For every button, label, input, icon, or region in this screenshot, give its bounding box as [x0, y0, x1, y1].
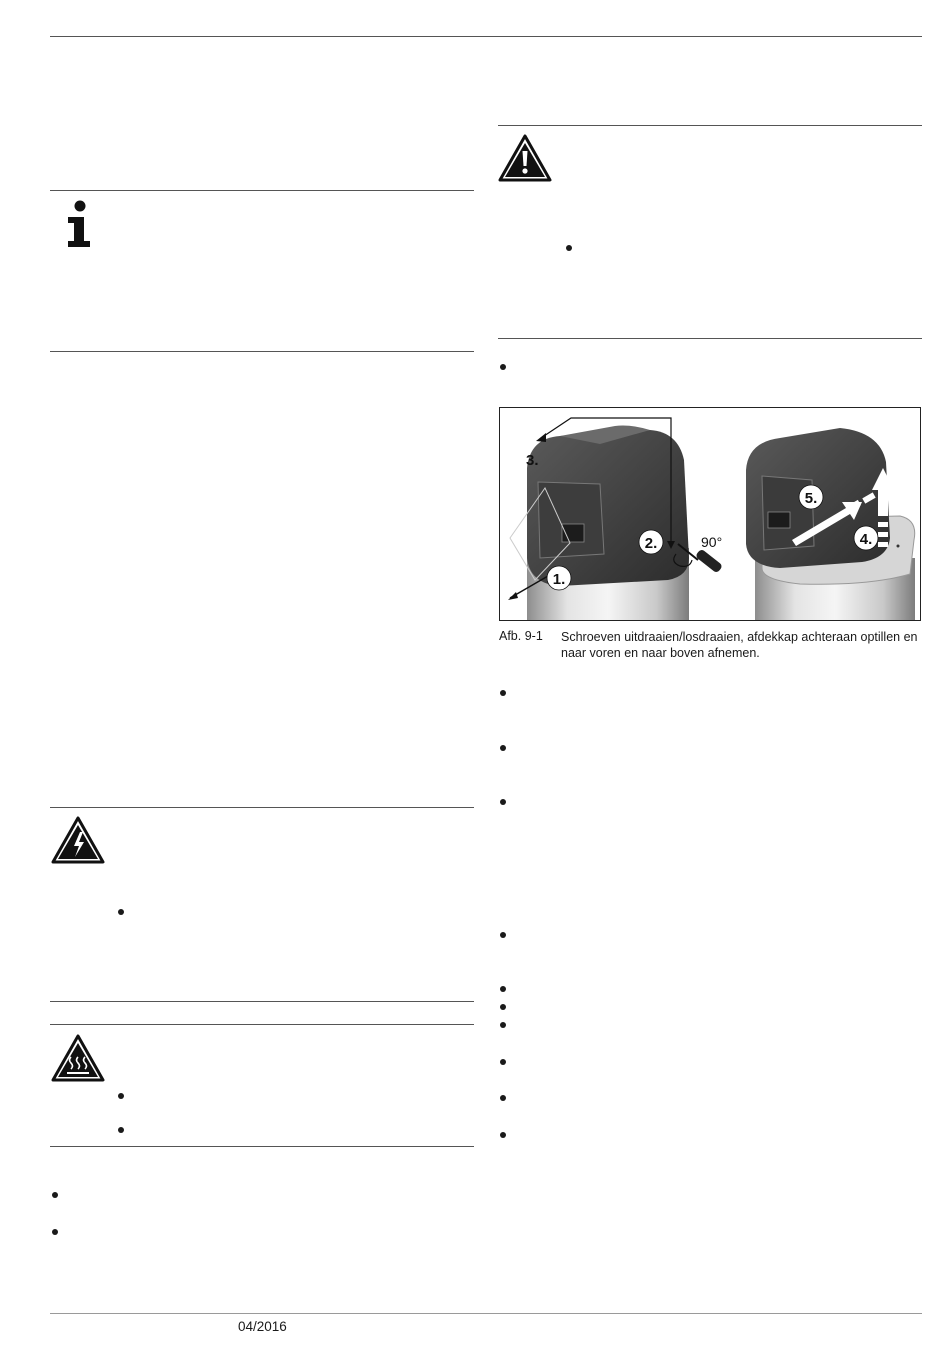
electric-hazard-icon: [50, 815, 106, 870]
step-callout-2: [639, 530, 663, 554]
hot-notice-bullet-2: [118, 1127, 124, 1133]
svg-text:1.: 1.: [552, 571, 566, 588]
info-notice-top-rule: [50, 190, 474, 191]
warning-notice-bottom-rule: [498, 338, 922, 339]
list-bullet: [500, 745, 506, 751]
list-bullet: [52, 1229, 58, 1235]
electric-notice-bottom-rule: [50, 1001, 474, 1002]
warning-notice-bullet: [566, 245, 572, 251]
step-callout-5: [799, 485, 823, 509]
hot-notice-bottom-rule: [50, 1146, 474, 1147]
step-callout-4: [854, 526, 878, 550]
warning-triangle-icon: [497, 133, 553, 188]
list-bullet: [52, 1192, 58, 1198]
list-bullet: [500, 1022, 506, 1028]
figure-caption: Schroeven uitdraaien/losdraaien, afdekkap achteraan optillen en naar voren en naar boven afnemen.: [561, 630, 918, 660]
list-bullet: [500, 1132, 506, 1138]
svg-text:5.: 5.: [804, 490, 818, 507]
list-bullet: [500, 1004, 506, 1010]
svg-text:4.: 4.: [859, 531, 873, 548]
svg-text:3.: 3.: [526, 452, 539, 469]
hot-notice-bullet-1: [118, 1093, 124, 1099]
hot-notice-top-rule: [50, 1024, 474, 1025]
hot-surface-icon: [50, 1033, 106, 1088]
angle-label: 90°: [701, 534, 723, 550]
list-bullet: [500, 690, 506, 696]
info-icon: [64, 200, 94, 253]
figure-label: Afb. 9-1: [499, 629, 543, 643]
footer-rule: [50, 1313, 922, 1314]
electric-notice-bullet: [118, 909, 124, 915]
info-notice-bottom-rule: [50, 351, 474, 352]
figure-illustration: [499, 407, 921, 621]
step-callout-3: [526, 452, 539, 469]
svg-text:2.: 2.: [644, 535, 658, 552]
footer-date: 04/2016: [238, 1319, 287, 1334]
list-bullet: [500, 986, 506, 992]
list-bullet: [500, 1059, 506, 1065]
header-rule: [50, 36, 922, 37]
list-bullet: [500, 1095, 506, 1101]
step-callout-1: [547, 566, 571, 590]
list-bullet: [500, 364, 506, 370]
electric-notice-top-rule: [50, 807, 474, 808]
list-bullet: [500, 932, 506, 938]
warning-notice-top-rule: [498, 125, 922, 126]
list-bullet: [500, 799, 506, 805]
